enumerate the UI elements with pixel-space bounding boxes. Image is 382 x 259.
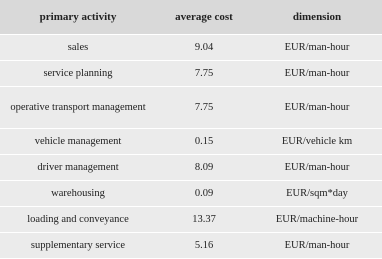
header-average-cost: average cost xyxy=(156,0,252,34)
cost-cell: 13.37 xyxy=(156,206,252,232)
activity-cell: driver management xyxy=(0,154,156,180)
cost-cell: 5.16 xyxy=(156,232,252,258)
activity-cell: service planning xyxy=(0,60,156,86)
cost-cell: 7.75 xyxy=(156,86,252,128)
header-dimension: dimension xyxy=(252,0,382,34)
dimension-cell: EUR/man-hour xyxy=(252,34,382,60)
cost-cell: 0.09 xyxy=(156,180,252,206)
dimension-cell: EUR/sqm*day xyxy=(252,180,382,206)
cost-cell: 0.15 xyxy=(156,128,252,154)
cost-cell: 9.04 xyxy=(156,34,252,60)
activity-cell: warehousing xyxy=(0,180,156,206)
table-row xyxy=(0,154,382,180)
table-row xyxy=(0,34,382,60)
activity-cell: loading and conveyance xyxy=(0,206,156,232)
table-row xyxy=(0,206,382,232)
activity-cell: vehicle management xyxy=(0,128,156,154)
dimension-cell: EUR/man-hour xyxy=(252,232,382,258)
activity-cell: operative transport management xyxy=(0,86,156,128)
table-row xyxy=(0,86,382,128)
table-row xyxy=(0,60,382,86)
cost-cell: 7.75 xyxy=(156,60,252,86)
table-row xyxy=(0,128,382,154)
header-primary-activity: primary activity xyxy=(0,0,156,34)
dimension-cell: EUR/machine-hour xyxy=(252,206,382,232)
dimension-cell: EUR/man-hour xyxy=(252,86,382,128)
cost-cell: 8.09 xyxy=(156,154,252,180)
activity-cell: supplementary service xyxy=(0,232,156,258)
table-header-row xyxy=(0,0,382,34)
dimension-cell: EUR/vehicle km xyxy=(252,128,382,154)
table-row xyxy=(0,232,382,258)
table-row xyxy=(0,180,382,206)
dimension-cell: EUR/man-hour xyxy=(252,60,382,86)
activity-cell: sales xyxy=(0,34,156,60)
dimension-cell: EUR/man-hour xyxy=(252,154,382,180)
